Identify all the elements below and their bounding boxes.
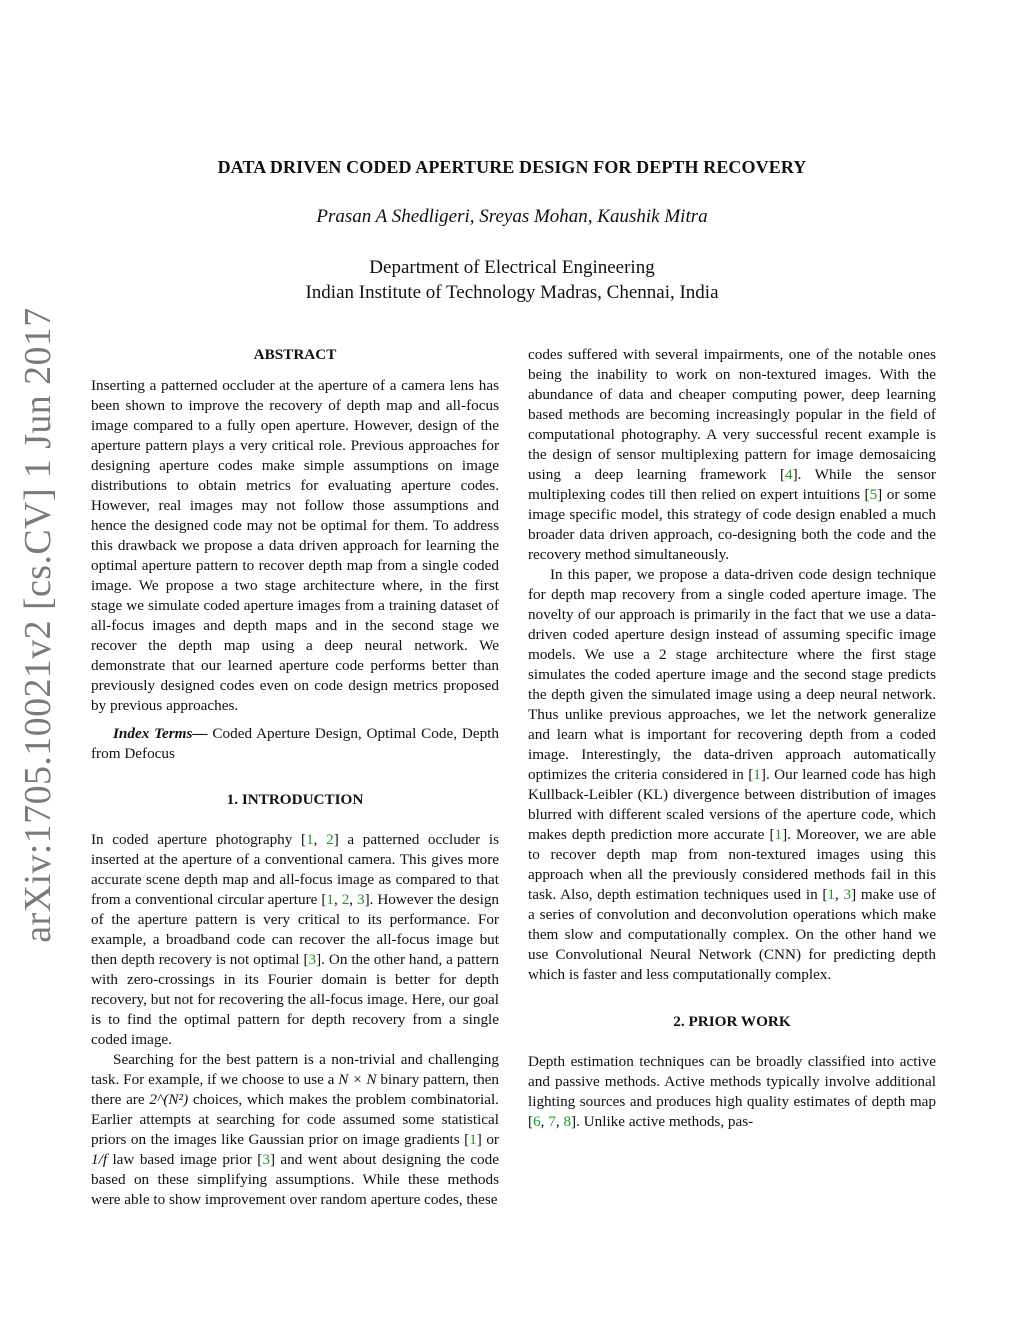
intro-paragraph-2-continued: ] and went about designing the code based on these simplifying assumptions. While these methods were able to show improvement over random aperture codes, these (91, 1151, 499, 1208)
citation-link[interactable]: 1 (753, 766, 761, 783)
citation-link[interactable]: 1 (774, 826, 783, 843)
intro-paragraph-2-continuation: codes suffered with several impairments, one of the notable ones being the inability to work on non-textured images. With the abundance of data and cheaper computing power, deep learning based methods are becoming increasingly popular in the field of computational photography. A very successful recent example is the design of sensor multiplexing pattern for image demosaicing using a deep learning framework [4]. While the sensor multiplexing codes till then relied on expert intuitions [5] or some image specific model, this strategy of code design enabled a much broader data driven approach, co-designing both the code and the recovery method simultaneously. (528, 346, 936, 563)
left-column (91, 345, 499, 1210)
affiliation-institute: Indian Institute of Technology Madras, Chennai, India (305, 282, 719, 303)
math-power-count: 2^(N²) (149, 1091, 189, 1108)
abstract-heading: ABSTRACT (253, 346, 337, 363)
citation-link[interactable]: 4 (785, 466, 793, 483)
arxiv-identifier-stamp (8, 285, 68, 965)
citation-link[interactable]: 2 (341, 891, 350, 908)
right-column (528, 345, 936, 1132)
arxiv-identifier-text: arXiv:1705.10021v2 [cs.CV] 1 Jun 2017 (17, 307, 59, 943)
citation-link[interactable]: 7 (548, 1113, 556, 1130)
affiliation-department: Department of Electrical Engineering (369, 257, 655, 278)
intro-paragraph-2: Searching for the best pattern is a non-trivial and challenging task. For example, if we choose to use a N × N binary pattern, then there are 2^(N²) choices, which makes the problem combinatorial. Earlier attempts at searching for code assumed some statistical priors on the images like Gaussian prior on image gradients [1] or 1/f law based image prior [3] and went about designing the code based on these simplifying assumptions. While these methods were able to show improvement over random aperture codes, these (91, 1051, 499, 1208)
citation-link[interactable]: 3 (356, 891, 365, 908)
citation-link[interactable]: 1 (326, 891, 334, 908)
citation-link[interactable]: 2 (326, 831, 334, 848)
intro-paragraph-1: In coded aperture photography [1, 2] a patterned occluder is inserted at the aperture of a conventional camera. This gives more accurate scene depth map and all-focus image as compared to that from a conventional circular aperture [1, 2, 3]. However the design of the aperture pattern is very critical to its performance. For example, a broadband code can recover the all-focus image but then depth recovery is not optimal [3]. On the other hand, a pattern with zero-crossings in its Fourier domain is better for depth recovery, but not for recovering the all-focus image. Here, our goal is to find the optimal pattern for depth recovery from a single coded image. (91, 831, 500, 1048)
citation-link[interactable]: 3 (308, 951, 317, 968)
intro-paragraph-3: In this paper, we propose a data-driven code design technique for depth map recovery from a single coded aperture image. The novelty of our approach is primarily in the fact that we use a data-driven coded aperture design instead of assuming specific image models. We use a 2 stage architecture where the first stage simulates the coded aperture image and the second stage predicts the depth given the simulated image using a deep neural network. Thus unlike previous approaches, we let the network generalize and learn what is important for recovering depth from a coded image. Interestingly, the data-driven approach automatically optimizes the criteria considered in [1]. Our learned code has high Kullback-Leibler (KL) divergence between distribution of images blurred with different scaled versions of the aperture code, which makes depth prediction more accurate [1]. Moreover, we are able to recover depth map from non-textured images using this approach when all the previously considered methods fail in this task. Also, depth estimation techniques used in [1, 3] make use of a series of convolution and deconvolution operations which make them slow and computationally complex. On the other hand we use Convolutional Neural Network (CNN) for predicting depth which is faster and less computationally complex. (528, 566, 937, 983)
prior-work-paragraph-1: Depth estimation techniques can be broadly classified into active and passive methods. Active methods typically involve additional lighting sources and produces high quality estimates of depth map [6, 7, 8]. Unlike active methods, pas- (528, 1053, 936, 1130)
prior-work-heading: 2. PRIOR WORK (673, 1013, 791, 1030)
abstract-text: Inserting a patterned occluder at the aperture of a camera lens has been shown to improve the recovery of depth map and all-focus image compared to a fully open aperture. However, design of the aperture pattern plays a very critical role. Previous approaches for designing aperture codes make simple assumptions on image distributions to obtain metrics for evaluating aperture codes. However, real images may not follow those assumptions and hence the designed code may not be optimal for them. To address this drawback we propose a data driven approach for learning the optimal aperture pattern to recover depth map from a single coded image. We propose a two stage architecture where, in the first stage we simulate coded aperture images from a training dataset of all-focus images and depth maps and in the second stage we recover the depth map using a deep neural network. We demonstrate that our learned aperture code performs better than previously designed codes even on code design metrics proposed by previous approaches. (91, 377, 499, 714)
citation-link[interactable]: 3 (262, 1151, 270, 1168)
citation-link[interactable]: 8 (563, 1113, 572, 1130)
math-n-by-n: N × N (338, 1071, 377, 1088)
paper-affiliation (90, 255, 934, 305)
citation-link[interactable]: 1 (469, 1131, 477, 1148)
citation-link[interactable]: 1 (306, 831, 314, 848)
introduction-heading: 1. INTRODUCTION (226, 791, 364, 808)
math-one-over-f: 1/f (91, 1151, 108, 1168)
index-terms-label: Index Terms— (113, 725, 208, 742)
paper-authors: Prasan A Shedligeri, Sreyas Mohan, Kaushik Mitra (316, 206, 708, 227)
citation-link[interactable]: 6 (533, 1113, 541, 1130)
citation-link[interactable]: 3 (843, 886, 852, 903)
citation-link[interactable]: 5 (869, 486, 878, 503)
paper-title: DATA DRIVEN CODED APERTURE DESIGN FOR DEPTH RECOVERY (217, 157, 807, 177)
citation-link[interactable]: 1 (827, 886, 835, 903)
index-terms (91, 724, 499, 764)
index-terms-list: Coded Aperture Design, Optimal Code, Depth from Defocus (91, 725, 499, 762)
